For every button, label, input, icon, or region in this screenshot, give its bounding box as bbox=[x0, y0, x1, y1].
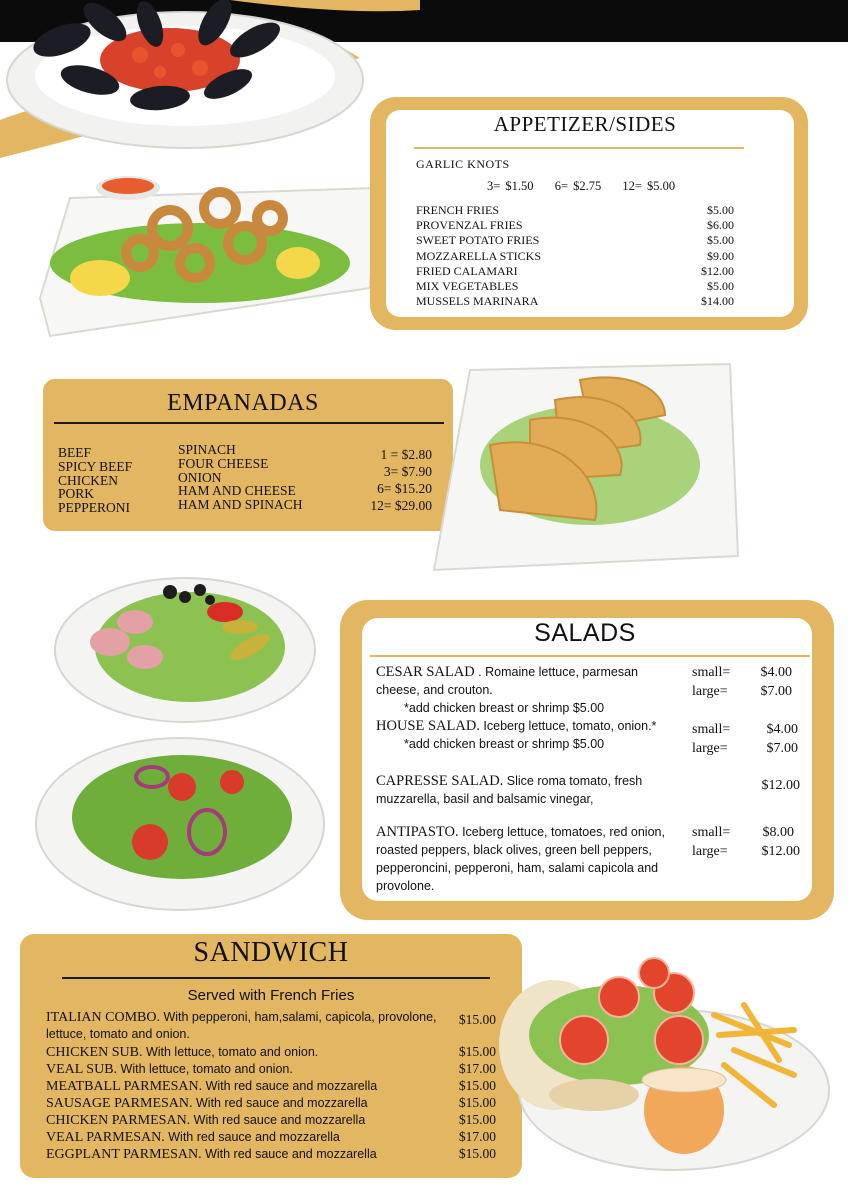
mussels-marinara-photo bbox=[0, 0, 370, 152]
item-name: MOZZARELLA STICKS bbox=[416, 248, 542, 263]
house-salad-prices bbox=[692, 720, 802, 758]
item-price: $17.00 bbox=[458, 1061, 496, 1076]
item-price: $17.00 bbox=[458, 1129, 496, 1144]
item-price: $5.00 bbox=[707, 233, 734, 248]
flavor: HAM AND SPINACH bbox=[178, 497, 303, 513]
item-name: MEATBALL PARMESAN. bbox=[46, 1079, 203, 1094]
cesar-salad-prices bbox=[692, 663, 802, 701]
antipasto-salad-photo bbox=[50, 572, 320, 727]
flavor: PORK bbox=[58, 486, 95, 502]
item-desc: With red sauce and mozzarella bbox=[192, 1096, 368, 1110]
empanadas-flavors-left bbox=[58, 446, 132, 515]
capresse-salad-description bbox=[376, 772, 676, 808]
house-salad-photo bbox=[32, 732, 327, 914]
salad-name: ANTIPASTO. bbox=[376, 824, 459, 840]
empanadas-title: EMPANADAS bbox=[167, 390, 319, 416]
size-label: small= bbox=[692, 825, 731, 840]
flavor: PEPPERONI bbox=[58, 500, 131, 516]
salad-desc: . Romaine lettuce, parmesan cheese, and crouton. bbox=[376, 665, 638, 697]
size-price: $4.00 bbox=[766, 722, 798, 737]
item-desc: With red sauce and mozzarella bbox=[202, 1079, 378, 1093]
house-salad-description bbox=[376, 717, 676, 753]
empanadas-photo bbox=[430, 360, 740, 575]
salad-note: *add chicken breast or shrimp $5.00 bbox=[404, 701, 605, 715]
menu-item bbox=[46, 1129, 496, 1146]
item-price: $15.00 bbox=[458, 1012, 496, 1027]
flavor: ONION bbox=[178, 469, 222, 485]
size-label: large= bbox=[692, 741, 728, 756]
salad-desc: Slice roma tomato, fresh muzzarella, basil and balsamic vinegar, bbox=[376, 774, 643, 806]
capresse-salad-price bbox=[692, 776, 802, 795]
menu-item bbox=[416, 264, 734, 279]
item-price: $5.00 bbox=[707, 203, 734, 217]
fried-calamari-photo bbox=[30, 168, 385, 338]
item-price: $12.00 bbox=[701, 263, 734, 278]
item-price: $9.00 bbox=[707, 248, 734, 263]
size-label: small= bbox=[692, 722, 731, 737]
sandwich-title: SANDWICH bbox=[193, 937, 349, 968]
item-name: MIX VEGETABLES bbox=[416, 279, 519, 294]
item-price: $15.00 bbox=[458, 1112, 496, 1127]
item-price: $15.00 bbox=[458, 1078, 496, 1093]
flavor: CHICKEN bbox=[58, 472, 118, 488]
size-price: $8.00 bbox=[762, 825, 794, 840]
item-name: SWEET POTATO FRIES bbox=[416, 233, 540, 248]
menu-item bbox=[46, 1009, 496, 1042]
garlic-price: 6= $2.75 bbox=[554, 179, 602, 193]
sandwich-list bbox=[46, 1009, 496, 1163]
item-name: SAUSAGE PARMESAN. bbox=[46, 1096, 193, 1111]
size-label: small= bbox=[692, 665, 731, 680]
flavor: SPINACH bbox=[178, 442, 236, 457]
item-price: $15.00 bbox=[458, 1146, 496, 1161]
menu-item bbox=[416, 233, 734, 248]
item-desc: With red sauce and mozzarella bbox=[164, 1130, 340, 1144]
flavor: FOUR CHEESE bbox=[178, 455, 269, 471]
item-desc: With red sauce and mozzarella bbox=[190, 1113, 366, 1127]
item-name: CHICKEN PARMESAN. bbox=[46, 1113, 191, 1128]
menu-item bbox=[46, 1078, 496, 1095]
empanadas-prices bbox=[352, 446, 432, 514]
item-price: $5.00 bbox=[707, 279, 734, 294]
appetizer-title: APPETIZER/SIDES bbox=[493, 112, 677, 136]
garlic-price: 3= $1.50 bbox=[487, 179, 534, 193]
empanada-price: 12= $29.00 bbox=[370, 498, 432, 513]
item-price: $6.00 bbox=[707, 218, 734, 233]
menu-item bbox=[46, 1044, 496, 1061]
item-desc: With lettuce, tomato and onion. bbox=[117, 1062, 293, 1076]
empanada-price: 3= $7.90 bbox=[383, 464, 432, 479]
salad-note: *add chicken breast or shrimp $5.00 bbox=[404, 737, 605, 751]
item-name: EGGPLANT PARMESAN. bbox=[46, 1147, 202, 1162]
sandwich-subtitle: Served with French Fries bbox=[187, 987, 355, 1004]
menu-item bbox=[46, 1095, 496, 1112]
item-name: ITALIAN COMBO. bbox=[46, 1010, 160, 1025]
empanada-price: 1 = $2.80 bbox=[380, 447, 432, 462]
salad-desc: Iceberg lettuce, tomatoes, red onion, roasted peppers, black olives, green bell peppers, pepperoncini, pepperoni, ham, salami capicola and provolone. bbox=[376, 825, 665, 893]
salad-name: CAPRESSE SALAD. bbox=[376, 773, 504, 789]
empanadas-divider bbox=[54, 422, 444, 424]
item-name: VEAL SUB. bbox=[46, 1062, 118, 1077]
flavor: HAM AND CHEESE bbox=[178, 483, 296, 499]
size-price: $7.00 bbox=[766, 741, 798, 756]
item-desc: With lettuce, tomato and onion. bbox=[142, 1045, 319, 1059]
menu-item bbox=[416, 249, 734, 264]
item-name: FRENCH FRIES bbox=[416, 203, 500, 217]
cesar-salad-description bbox=[376, 663, 676, 717]
salads-divider bbox=[370, 655, 810, 657]
antipasto-prices bbox=[692, 823, 802, 861]
size-price: $12.00 bbox=[761, 778, 800, 793]
size-label: large= bbox=[692, 844, 728, 859]
item-name: FRIED CALAMARI bbox=[416, 263, 518, 278]
menu-item bbox=[46, 1146, 496, 1163]
item-price: $15.00 bbox=[458, 1044, 496, 1059]
item-name: PROVENZAL FRIES bbox=[416, 218, 523, 233]
salad-name: CESAR SALAD bbox=[376, 664, 475, 680]
appetizer-list bbox=[416, 203, 734, 309]
menu-item bbox=[46, 1061, 496, 1078]
garlic-price: 12= $5.00 bbox=[622, 179, 676, 193]
item-price: $14.00 bbox=[701, 294, 734, 309]
item-name: MUSSELS MARINARA bbox=[416, 294, 539, 309]
item-name: VEAL PARMESAN. bbox=[46, 1130, 165, 1145]
menu-item bbox=[416, 279, 734, 294]
salad-desc: Iceberg lettuce, tomato, onion.* bbox=[479, 719, 657, 733]
garlic-knots-label: GARLIC KNOTS bbox=[416, 157, 510, 171]
flavor: BEEF bbox=[58, 445, 92, 460]
empanada-price: 6= $15.20 bbox=[377, 481, 432, 496]
item-desc: With pepperoni, ham,salami, capicola, provolone, lettuce, tomato and onion. bbox=[46, 1010, 437, 1041]
menu-item bbox=[46, 1112, 496, 1129]
appetizer-divider bbox=[414, 147, 744, 149]
size-label: large= bbox=[692, 684, 728, 699]
menu-item bbox=[416, 203, 734, 218]
antipasto-description bbox=[376, 823, 676, 895]
salads-title: SALADS bbox=[534, 619, 636, 647]
item-price: $15.00 bbox=[458, 1095, 496, 1110]
garlic-knots-prices bbox=[487, 179, 691, 194]
size-price: $12.00 bbox=[761, 844, 800, 859]
item-desc: With red sauce and mozzarella bbox=[201, 1147, 377, 1161]
flavor: SPICY BEEF bbox=[58, 458, 133, 474]
size-price: $4.00 bbox=[760, 665, 792, 680]
empanadas-flavors-right bbox=[178, 443, 303, 512]
menu-item bbox=[416, 294, 734, 309]
sandwich-fries-photo bbox=[494, 955, 834, 1173]
sandwich-divider bbox=[62, 977, 490, 979]
menu-item bbox=[416, 218, 734, 233]
size-price: $7.00 bbox=[760, 684, 792, 699]
salad-name: HOUSE SALAD. bbox=[376, 718, 480, 734]
item-name: CHICKEN SUB. bbox=[46, 1045, 143, 1060]
